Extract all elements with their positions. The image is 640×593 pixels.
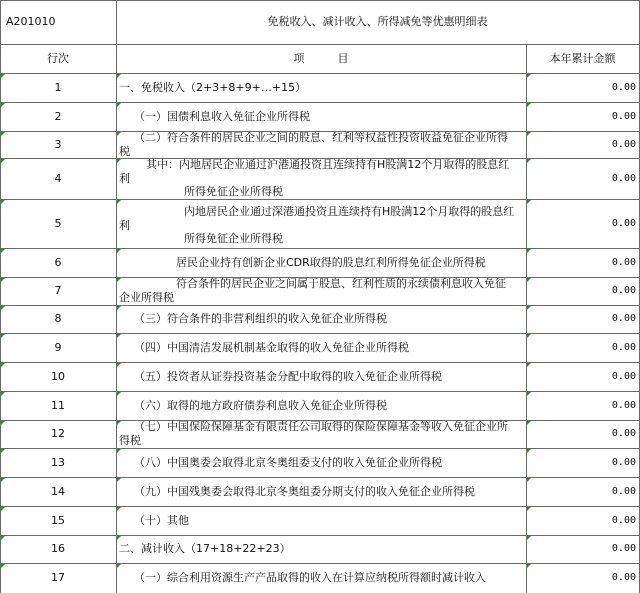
row-4-amount[interactable]: 0.00 [611, 173, 636, 184]
row-12-item: （七）中国保险保障基金有限责任公司取得的保险保障基金等收入免征企业所 [134, 420, 508, 433]
row-11-number: 11 [51, 399, 65, 412]
row-12-item-cont: 得税 [119, 434, 141, 447]
column-header-amount: 本年累计金额 [549, 52, 616, 65]
row-5-item: 内地居民企业通过深港通投资且连续持有H股满12个月取得的股息红 [184, 205, 515, 218]
row-8-amount[interactable]: 0.00 [611, 313, 636, 324]
row-13-number: 13 [51, 456, 65, 469]
row-12-amount[interactable]: 0.00 [611, 428, 636, 439]
row-17-number: 17 [51, 571, 65, 584]
row-4-item-cont: 利 [119, 172, 130, 185]
row-1-amount[interactable]: 0.00 [611, 82, 636, 93]
row-13-item: （八）中国奥委会取得北京冬奥组委支付的收入免征企业所得税 [134, 456, 442, 469]
row-2-number: 2 [54, 110, 62, 123]
row-15-amount[interactable]: 0.00 [611, 515, 636, 526]
row-5-item-cont: 利 [119, 219, 130, 232]
row-4-number: 4 [54, 172, 62, 185]
row-10-amount[interactable]: 0.00 [611, 371, 636, 382]
row-16-item: 二、减计收入（17+18+22+23） [119, 542, 291, 555]
row-1-number: 1 [54, 81, 62, 94]
column-header-item: 项 目 [293, 52, 349, 65]
row-3-amount[interactable]: 0.00 [611, 139, 636, 150]
form-code: A201010 [6, 15, 56, 28]
row-7-item-cont: 企业所得税 [119, 291, 174, 304]
row-16-number: 16 [51, 542, 65, 555]
row-17-item: （一）综合利用资源生产产品取得的收入在计算应纳税所得额时减计收入 [134, 571, 486, 584]
row-5-item-cont2: 所得免征企业所得税 [184, 232, 283, 245]
row-8-number: 8 [54, 312, 62, 325]
row-15-number: 15 [51, 514, 65, 527]
form-title: 免税收入、减计收入、所得减免等优惠明细表 [267, 15, 488, 28]
row-4-item-cont2: 所得免征企业所得税 [184, 185, 283, 198]
row-14-item: （九）中国残奥委会取得北京冬奥组委分期支付的收入免征企业所得税 [134, 485, 475, 498]
row-11-amount[interactable]: 0.00 [611, 400, 636, 411]
row-7-item: 符合条件的居民企业之间属于股息、红利性质的永续债利息收入免征 [176, 277, 506, 290]
row-7-amount[interactable]: 0.00 [611, 285, 636, 296]
row-3-item-cont: 税 [119, 145, 130, 158]
row-16-amount[interactable]: 0.00 [611, 543, 636, 554]
row-8-item: （三）符合条件的非营利组织的收入免征企业所得税 [134, 312, 387, 325]
row-5-amount[interactable]: 0.00 [611, 218, 636, 229]
row-10-number: 10 [51, 370, 65, 383]
row-4-item: 其中：内地居民企业通过沪港通投资且连续持有H股满12个月取得的股息红 [146, 158, 510, 171]
row-12-number: 12 [51, 427, 65, 440]
row-15-item: （十）其他 [134, 514, 189, 527]
row-14-amount[interactable]: 0.00 [611, 486, 636, 497]
row-6-amount[interactable]: 0.00 [611, 257, 636, 268]
row-6-number: 6 [54, 256, 62, 269]
column-header-row-no: 行次 [47, 52, 69, 65]
row-7-number: 7 [54, 284, 62, 297]
row-11-item: （六）取得的地方政府债券利息收入免征企业所得税 [134, 399, 387, 412]
row-9-item: （四）中国清洁发展机制基金取得的收入免征企业所得税 [134, 341, 409, 354]
row-3-item: （二）符合条件的居民企业之间的股息、红利等权益性投资收益免征企业所得 [134, 131, 508, 144]
row-1-item: 一、免税收入（2+3+8+9+…+15） [119, 81, 307, 94]
row-2-amount[interactable]: 0.00 [611, 111, 636, 122]
row-14-number: 14 [51, 485, 65, 498]
row-17-amount[interactable]: 0.00 [611, 572, 636, 583]
row-9-number: 9 [54, 341, 62, 354]
row-6-item: 居民企业持有创新企业CDR取得的股息红利所得免征企业所得税 [176, 256, 486, 269]
row-13-amount[interactable]: 0.00 [611, 457, 636, 468]
row-2-item: （一）国债利息收入免征企业所得税 [134, 110, 310, 123]
row-10-item: （五）投资者从证券投资基金分配中取得的收入免征企业所得税 [134, 370, 442, 383]
row-3-number: 3 [54, 138, 62, 151]
row-5-number: 5 [54, 217, 62, 230]
row-9-amount[interactable]: 0.00 [611, 342, 636, 353]
